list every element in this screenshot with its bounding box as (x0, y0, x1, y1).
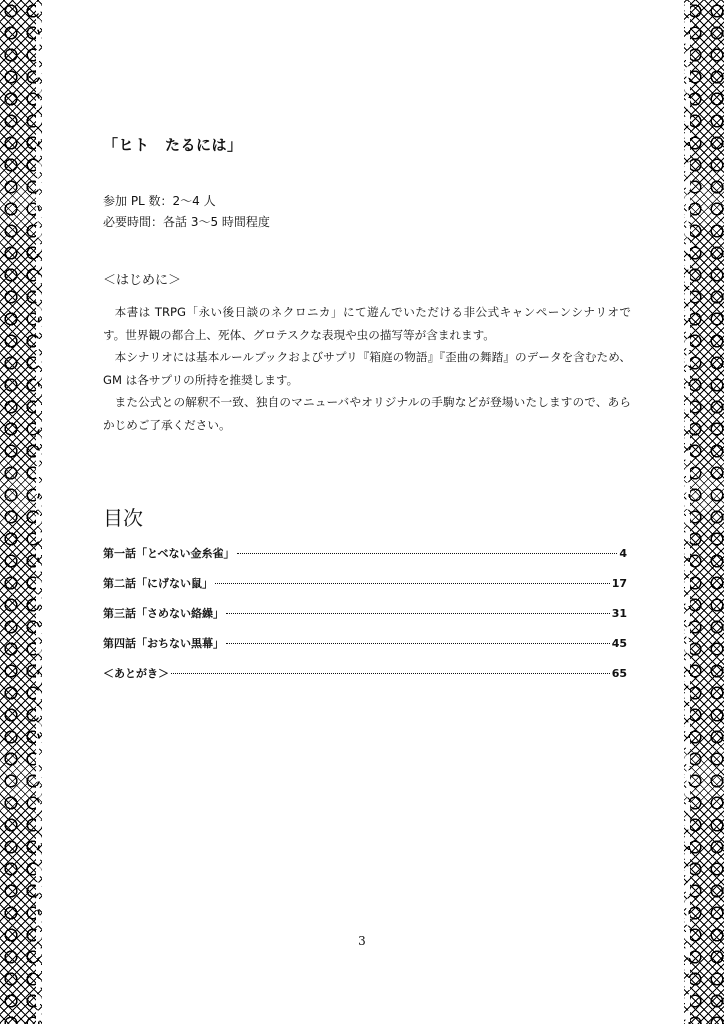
toc-entry-page: 4 (619, 547, 627, 560)
toc-leader-dots (226, 613, 610, 614)
toc-entry-label: 第四話「おちない黒幕」 (103, 637, 224, 650)
intro-paragraph: 本書は TRPG「永い後日談のネクロニカ」にて遊んでいただける非公式キャンペーンシナリオです。世界観の都合上、死体、グロテスクな表現や虫の描写等が含まれます。 (103, 305, 631, 342)
intro-body (103, 301, 631, 436)
toc-leader-dots (215, 583, 610, 584)
toc-entry-label: 第二話「にげない鼠」 (103, 577, 213, 590)
toc-leader-dots (226, 643, 610, 644)
toc-entry-page: 17 (611, 577, 627, 590)
play-time: 必要時間：各話 3〜5 時間程度 (103, 215, 270, 229)
page-number: 3 (358, 934, 366, 948)
player-count: 参加 PL 数：2〜4 人 (103, 194, 216, 208)
toc-heading: 目次 (103, 506, 143, 530)
document-title: 「ヒト たるには」 (103, 136, 243, 154)
table-of-contents (103, 545, 627, 695)
intro-paragraph: また公式との解釈不一致、独自のマニューバやオリジナルの手駒などが登場いたしますので、あらかじめご了承ください。 (103, 395, 631, 432)
toc-leader-dots (171, 673, 610, 674)
intro-heading: ＜はじめに＞ (103, 273, 182, 288)
intro-paragraph: 本シナリオには基本ルールブックおよびサプリ『箱庭の物語』『歪曲の舞踏』のデータを含むため、GM は各サプリの所持を推奨します。 (103, 350, 631, 387)
toc-entry[interactable] (103, 665, 627, 695)
toc-entry[interactable] (103, 635, 627, 665)
toc-entry-label: 第三話「さめない絡繰」 (103, 607, 224, 620)
toc-entry[interactable] (103, 575, 627, 605)
toc-entry-label: 第一話「とべない金糸雀」 (103, 547, 235, 560)
toc-leader-dots (237, 553, 618, 554)
toc-entry-label: ＜あとがき＞ (103, 667, 169, 680)
toc-entry-page: 31 (611, 607, 627, 620)
toc-entry-page: 65 (611, 667, 627, 680)
toc-entry-page: 45 (611, 637, 627, 650)
toc-entry[interactable] (103, 605, 627, 635)
toc-entry[interactable] (103, 545, 627, 575)
